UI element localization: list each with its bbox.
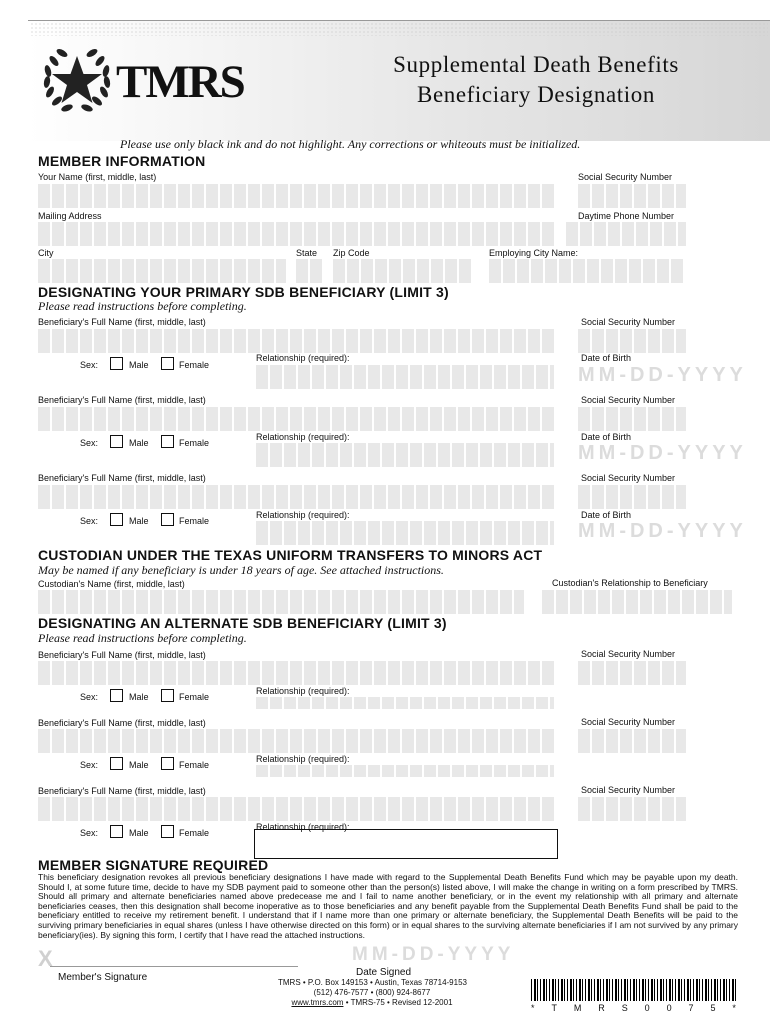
sex-label: Sex: — [80, 692, 99, 702]
barcode-char: 7 — [688, 1003, 694, 1013]
state-field[interactable] — [296, 259, 324, 283]
barcode-text — [531, 1003, 736, 1013]
date-of-birth-label: Date of Birth — [581, 510, 632, 520]
relationship-label: Relationship (required): — [256, 686, 350, 696]
daytime-phone-label: Daytime Phone Number — [578, 211, 675, 221]
sex-label: Sex: — [80, 438, 99, 448]
beneficiary-ssn-label: Social Security Number — [581, 317, 676, 327]
beneficiary-ssn-label: Social Security Number — [581, 785, 676, 795]
relationship-label: Relationship (required): — [256, 432, 350, 442]
male-label: Male — [129, 438, 149, 448]
ink-instructions: Please use only black ink and do not highlight. Any corrections or whiteouts must be initialized. — [120, 137, 581, 151]
form-number: • TMRS-75 • Revised 12-2001 — [345, 998, 453, 1007]
city-field[interactable] — [38, 259, 286, 283]
footer-website-line — [278, 998, 466, 1007]
relationship-field[interactable] — [256, 521, 554, 545]
male-checkbox[interactable] — [110, 689, 123, 702]
member-name-label: Your Name (first, middle, last) — [38, 172, 157, 182]
beneficiary-name-field[interactable] — [38, 329, 554, 353]
alternate-beneficiary-heading: DESIGNATING AN ALTERNATE SDB BENEFICIARY (LIMIT 3) — [38, 615, 447, 631]
female-checkbox[interactable] — [161, 757, 174, 770]
header-dot-pattern — [30, 22, 768, 36]
beneficiary-ssn-label: Social Security Number — [581, 473, 676, 483]
tmrs-star-wreath-logo — [40, 44, 114, 118]
date-signed-label: Date Signed — [356, 967, 412, 978]
beneficiary-ssn-label: Social Security Number — [581, 649, 676, 659]
custodian-heading: CUSTODIAN UNDER THE TEXAS UNIFORM TRANSFERS TO MINORS ACT — [38, 547, 543, 563]
beneficiary-ssn-field[interactable] — [578, 797, 686, 821]
barcode-char: 0 — [644, 1003, 650, 1013]
male-label: Male — [129, 828, 149, 838]
date-of-birth-field[interactable]: MM-DD-YYYY — [578, 520, 747, 542]
barcode — [531, 979, 736, 1001]
male-checkbox[interactable] — [110, 513, 123, 526]
relationship-field[interactable] — [256, 697, 554, 709]
custodian-name-field[interactable] — [38, 590, 524, 614]
date-of-birth-field[interactable]: MM-DD-YYYY — [578, 364, 747, 386]
barcode-char: 0 — [666, 1003, 672, 1013]
female-label: Female — [179, 692, 210, 702]
daytime-phone-field[interactable] — [566, 222, 686, 246]
member-name-field[interactable] — [38, 184, 554, 208]
beneficiary-name-field[interactable] — [38, 729, 554, 753]
barcode-char: * — [531, 1003, 535, 1013]
female-checkbox[interactable] — [161, 689, 174, 702]
female-label: Female — [179, 516, 210, 526]
zip-code-field[interactable] — [333, 259, 473, 283]
relationship-label: Relationship (required): — [256, 510, 350, 520]
barcode-char: R — [598, 1003, 605, 1013]
state-label: State — [296, 248, 318, 258]
female-label: Female — [179, 438, 210, 448]
beneficiary-name-label: Beneficiary's Full Name (first, middle, last) — [38, 317, 206, 327]
beneficiary-ssn-field[interactable] — [578, 407, 686, 431]
form-title-line1: Supplemental Death Benefits — [393, 52, 679, 77]
female-label: Female — [179, 828, 210, 838]
alternate-subnote: Please read instructions before completing. — [38, 631, 247, 645]
custodian-relationship-label: Custodian's Relationship to Beneficiary — [552, 578, 708, 588]
date-of-birth-label: Date of Birth — [581, 353, 632, 363]
male-label: Male — [129, 760, 149, 770]
member-signature-line[interactable] — [50, 966, 298, 967]
form-title-line2: Beneficiary Designation — [417, 82, 655, 107]
website-link[interactable]: www.tmrs.com — [291, 998, 344, 1007]
mailing-address-field[interactable] — [38, 222, 554, 246]
primary-subnote: Please read instructions before completing. — [38, 299, 247, 313]
org-name: TMRS — [116, 56, 244, 108]
relationship-label: Relationship (required): — [256, 754, 350, 764]
date-of-birth-label: Date of Birth — [581, 432, 632, 442]
custodian-name-label: Custodian's Name (first, middle, last) — [38, 579, 185, 589]
mailing-address-label: Mailing Address — [38, 211, 102, 221]
beneficiary-name-field[interactable] — [38, 661, 554, 685]
beneficiary-ssn-label: Social Security Number — [581, 717, 676, 727]
sex-label: Sex: — [80, 760, 99, 770]
female-checkbox[interactable] — [161, 825, 174, 838]
sex-label: Sex: — [80, 828, 99, 838]
female-checkbox[interactable] — [161, 513, 174, 526]
employing-city-field[interactable] — [489, 259, 685, 283]
beneficiary-name-label: Beneficiary's Full Name (first, middle, last) — [38, 473, 206, 483]
member-signature-label: Member's Signature — [58, 972, 148, 983]
male-checkbox[interactable] — [110, 757, 123, 770]
beneficiary-name-label: Beneficiary's Full Name (first, middle, last) — [38, 395, 206, 405]
relationship-field[interactable] — [256, 365, 554, 389]
female-label: Female — [179, 760, 210, 770]
male-checkbox[interactable] — [110, 435, 123, 448]
declaration-text: This beneficiary designation revokes all previous beneficiary designations I have made with regard to the Supplemental Death Benefits Fund which may be payable upon my death. Should I, at some future time, decide to have my SDB payment paid to someone other than the person(s) listed above, I will make the change in writing on a form prescribed by TMRS. Should all primary and alternate beneficiaries named above predecease me and I fail to name another beneficiary, or in the event my relationship with all primary and alternate beneficiaries ceases, then this designation shall become inoperative as to those beneficiaries and any benefit payable from the Supplemental Death Benefits Fund shall be paid to the beneficiary entitled to receive my retirement benefit. I understand that if I name more than one primary or alternate beneficiary, the Supplemental Death Benefits will be paid to the surviving primary beneficiaries in equal shares (unless I have otherwise directed on this form) or in equal shares to the surviving alternate beneficiaries if I am not survived by any primary beneficiary(ies). By signing this form, I certify that I have read the attached instructions. — [38, 872, 738, 940]
male-checkbox[interactable] — [110, 825, 123, 838]
beneficiary-name-field[interactable] — [38, 797, 554, 821]
beneficiary-name-label: Beneficiary's Full Name (first, middle, last) — [38, 718, 206, 728]
beneficiary-ssn-field[interactable] — [578, 661, 686, 685]
barcode-char: M — [573, 1003, 582, 1013]
male-checkbox[interactable] — [110, 357, 123, 370]
date-of-birth-field[interactable]: MM-DD-YYYY — [578, 442, 747, 464]
female-label: Female — [179, 360, 210, 370]
relationship-field[interactable] — [256, 443, 554, 467]
beneficiary-ssn-label: Social Security Number — [581, 395, 676, 405]
beneficiary-name-label: Beneficiary's Full Name (first, middle, last) — [38, 650, 206, 660]
footer-address: TMRS • P.O. Box 149153 • Austin, Texas 78714-9153 — [278, 978, 467, 987]
relationship-label: Relationship (required): — [256, 822, 350, 832]
footer-phone: (512) 476-7577 • (800) 924-8677 — [313, 988, 431, 997]
beneficiary-name-label: Beneficiary's Full Name (first, middle, last) — [38, 786, 206, 796]
signature-x-mark: X — [38, 946, 53, 971]
female-checkbox[interactable] — [161, 357, 174, 370]
beneficiary-ssn-field[interactable] — [578, 485, 686, 509]
beneficiary-name-field[interactable] — [38, 407, 554, 431]
sex-label: Sex: — [80, 360, 99, 370]
custodian-relationship-field[interactable] — [542, 590, 732, 614]
beneficiary-ssn-field[interactable] — [578, 329, 686, 353]
primary-beneficiary-heading: DESIGNATING YOUR PRIMARY SDB BENEFICIARY (LIMIT 3) — [38, 284, 449, 300]
barcode-char: S — [621, 1003, 628, 1013]
male-label: Male — [129, 516, 149, 526]
custodian-subnote: May be named if any beneficiary is under 18 years of age. See attached instructions. — [38, 563, 444, 577]
relationship-field[interactable] — [256, 765, 554, 777]
barcode-char: T — [551, 1003, 557, 1013]
date-signed-field[interactable]: MM-DD-YYYY — [352, 944, 515, 965]
beneficiary-ssn-field[interactable] — [578, 729, 686, 753]
member-information-heading: MEMBER INFORMATION — [38, 153, 206, 169]
signature-heading: MEMBER SIGNATURE REQUIRED — [38, 857, 269, 873]
sex-label: Sex: — [80, 516, 99, 526]
zip-code-label: Zip Code — [333, 248, 370, 258]
city-label: City — [38, 248, 54, 258]
female-checkbox[interactable] — [161, 435, 174, 448]
barcode-char: 5 — [710, 1003, 716, 1013]
barcode-char: * — [732, 1003, 736, 1013]
member-ssn-label: Social Security Number — [578, 172, 673, 182]
male-label: Male — [129, 692, 149, 702]
relationship-label: Relationship (required): — [256, 353, 350, 363]
employing-city-label: Employing City Name: — [489, 248, 579, 258]
male-label: Male — [129, 360, 149, 370]
relationship-box[interactable] — [254, 829, 558, 859]
member-ssn-field[interactable] — [578, 184, 686, 208]
beneficiary-name-field[interactable] — [38, 485, 554, 509]
